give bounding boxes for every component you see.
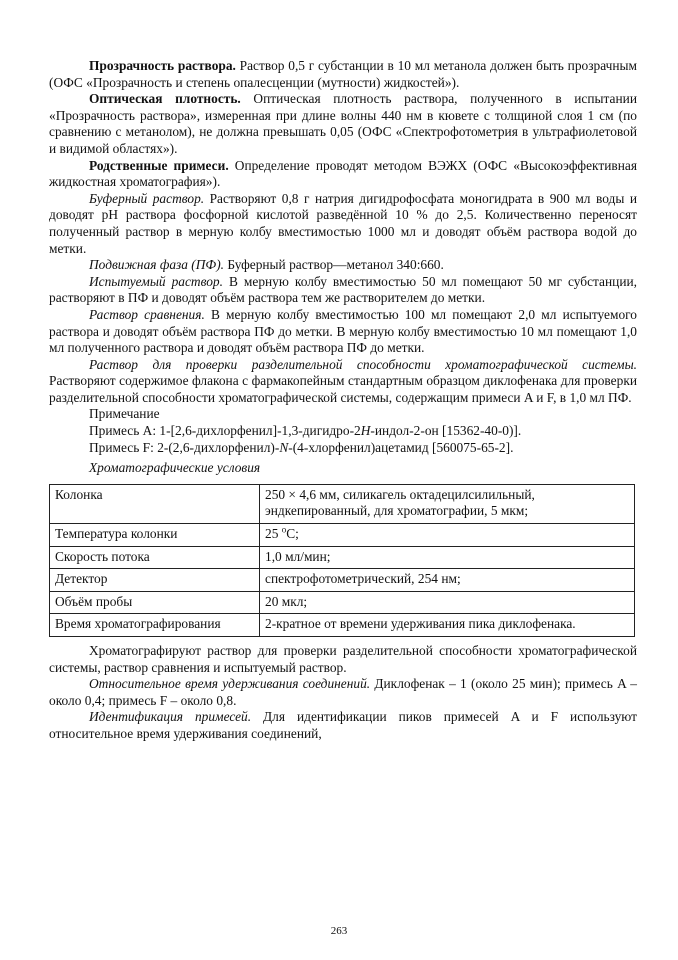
label-mobile-phase: Подвижная фаза (ПФ). [89,257,225,273]
impurity-a-prefix: Примесь A: 1-[2,6-дихлорфенил]-1,3-дигидро-2 [89,423,361,439]
text-related-impurities: Определение проводят методом ВЭЖХ (ОФС «Высокоэффективная жидкостная хроматография»). [49,157,637,190]
paragraph-transparency [49,58,637,91]
impurity-a-italic: H [360,423,371,439]
impurity-f-suffix: -(4-хлорфенил)ацетамид [560075-65-2]. [288,439,514,455]
table-row [50,484,635,523]
degree-mark: о [281,524,287,535]
condition-value: 20 мкл; [260,591,635,614]
paragraph-chromatography: Хроматографируют раствор для проверки разделительной способности хроматографической системы, раствор сравнения и испытуемый раствор. [49,643,637,675]
text-reference-solution: В мерную колбу вместимостью 100 мл помещают 2,0 мл испытуемого раствора и доводят объём раствора ПФ до метки. В мерную колбу вместимостью 10 мл помещают 1,0 мл полученного раствора и доводят объём раствора ПФ до метки. [49,306,638,356]
text-test-solution: В мерную колбу вместимостью 50 мл помещают 50 мг субстанции, растворяют в ПФ и доводят объём раствора тем же растворителем до метки. [49,273,637,306]
text-relative-retention: Диклофенак – 1 (около 25 мин); примесь A – около 0,4; примесь F – около 0,8. [49,676,637,708]
condition-value: 2-кратное от времени удерживания пика диклофенака. [260,614,635,637]
label-buffer: Буферный раствор. [89,190,205,206]
note-impurity-a [49,423,637,440]
condition-key: Детектор [50,569,260,592]
impurity-a-suffix: -индол-2-он [15362-40-0)]. [370,423,522,439]
label-test-solution: Испытуемый раствор. [89,273,223,289]
condition-key: Скорость потока [50,546,260,569]
label-reference-solution: Раствор сравнения. [89,306,205,322]
text-transparency: Раствор 0,5 г субстанции в 10 мл метанола должен быть прозрачным (ОФС «Прозрачность и степень опалесценции (мутности) жидкостей»). [49,58,638,90]
document-page [49,58,637,743]
paragraph-resolution-solution [49,357,637,407]
condition-value: спектрофотометрический, 254 нм; [260,569,635,592]
table-row [50,546,635,569]
conditions-caption: Хроматографические условия [89,460,261,476]
label-resolution-solution: Раствор для проверки разделительной способности хроматографической системы. [89,356,637,372]
note-impurity-f [49,440,637,457]
text-buffer: Растворяют 0,8 г натрия дигидрофосфата моногидрата в 900 мл воды и доводят pH раствора фосфорной кислотой разведённой 10 % до 2,5. Количественно переносят полученный раствор в мерную колбу вместимостью 1000 мл и доводят объём раствора водой до метки. [49,190,637,256]
table-row [50,614,635,637]
condition-value: 1,0 мл/мин; [260,546,635,569]
condition-value [260,524,635,547]
chromatographic-conditions-table [49,484,635,637]
impurity-f-prefix: Примесь F: 2-(2,6-дихлорфенил)- [89,439,280,455]
temperature-unit: С; [286,526,299,542]
note-title: Примечание [89,406,160,422]
heading-optical-density: Оптическая плотность. [89,91,241,107]
paragraph-related-impurities [49,158,637,191]
label-relative-retention: Относительное время удерживания соединений. [89,676,371,692]
condition-key: Температура колонки [50,524,260,547]
heading-related-impurities: Родственные примеси. [89,157,229,173]
heading-transparency: Прозрачность раствора. [89,58,236,73]
paragraph-buffer [49,191,637,257]
paragraph-reference-solution [49,307,637,357]
text-identification: Для идентификации пиков примесей A и F используют относительное время удерживания соединений, [49,709,637,741]
temperature-number: 25 [265,526,282,542]
condition-key: Колонка [50,484,260,523]
table-row [50,569,635,592]
condition-key: Время хроматографирования [50,614,260,637]
paragraph-test-solution [49,274,637,307]
table-row [50,591,635,614]
label-identification: Идентификация примесей. [89,709,252,725]
paragraph-identification [49,709,637,742]
text-resolution-solution: Растворяют содержимое флакона с фармакопейным стандартным образцом диклофенака для проверки разделительной способности хроматографической системы, содержащим примеси A и F, в 1,0 мл ПФ. [49,373,637,405]
condition-key: Объём пробы [50,591,260,614]
text-optical-density: Оптическая плотность раствора, полученного в испытании «Прозрачность раствора», измеренная при длине волны 440 нм в кювете с толщиной слоя 1 см (по сравнению с метанолом), не должна превышать 0,05 (ОФС «Спектрофотометрия в ультрафиолетовой и видимой областях»). [49,91,637,156]
table-row [50,524,635,547]
paragraph-optical-density [49,91,637,157]
text-mobile-phase: Буферный раствор—метанол 340:660. [224,257,444,273]
impurity-f-italic: N [279,439,289,455]
page-number: 263 [330,925,348,937]
paragraph-relative-retention [49,676,637,709]
condition-value: 250 × 4,6 мм, силикагель октадецилсилильный, эндкепированный, для хроматографии, 5 мкм; [260,484,635,523]
paragraph-mobile-phase [49,257,637,274]
